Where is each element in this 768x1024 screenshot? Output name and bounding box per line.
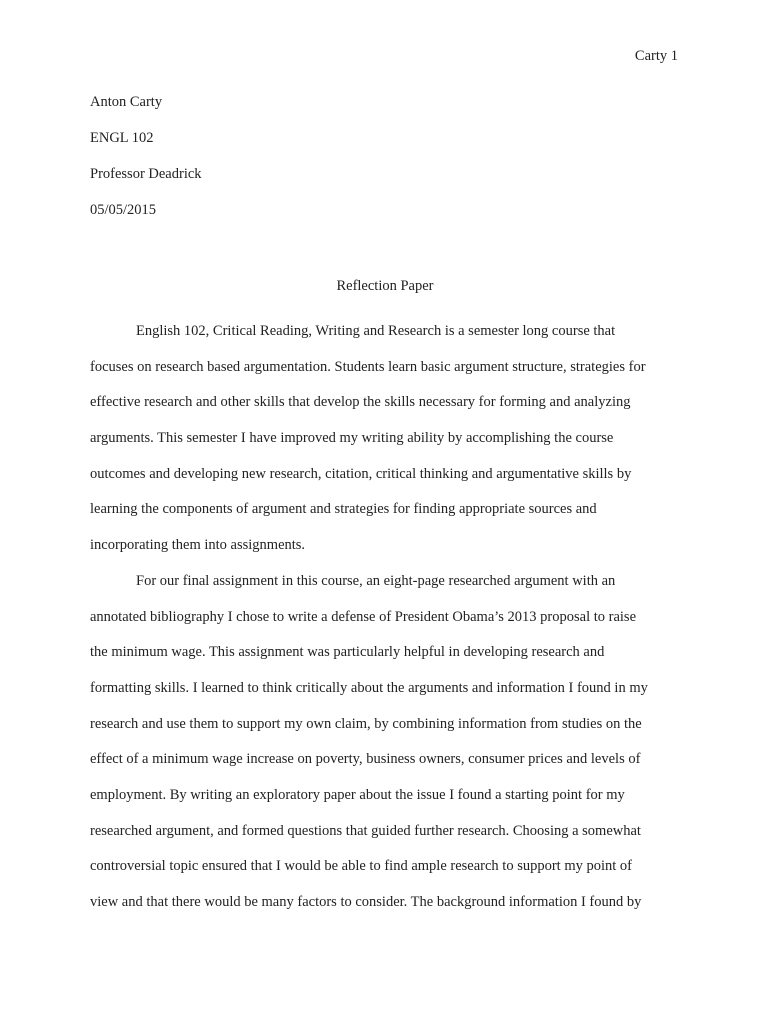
paragraph-line: the minimum wage. This assignment was particularly helpful in developing research and [90,644,605,661]
paragraph-line: learning the components of argument and strategies for finding appropriate sources and [90,501,597,518]
paragraph-line: researched argument, and formed questions that guided further research. Choosing a somewhat [90,822,641,839]
author-name: Anton Carty [90,94,163,110]
paragraph-line: annotated bibliography I chose to write a defense of President Obama’s 2013 proposal to raise [90,608,637,625]
paragraph-line: formatting skills. I learned to think critically about the arguments and information I found in my [90,679,648,696]
paragraph-line: controversial topic ensured that I would be able to find ample research to support my point of [90,858,632,875]
professor-name: Professor Deadrick [90,166,202,182]
mla-heading [90,93,680,237]
paper-title: Reflection Paper [336,278,434,294]
paragraph-line: incorporating them into assignments. [90,537,306,554]
paragraph-line: arguments. This semester I have improved my writing ability by accomplishing the course [90,430,614,447]
paper-body [90,322,680,929]
paragraph-line: effect of a minimum wage increase on poverty, business owners, consumer prices and levels of [90,751,641,768]
paragraph-line: English 102, Critical Reading, Writing and Research is a semester long course that [136,323,616,339]
paper-date: 05/05/2015 [90,202,157,218]
paragraph-line: outcomes and developing new research, citation, critical thinking and argumentative skills by [90,465,632,482]
running-head: Carty 1 [634,48,678,64]
paragraph-line: research and use them to support my own claim, by combining information from studies on the [90,715,642,732]
paragraph-line: For our final assignment in this course, an eight-page researched argument with an [136,572,616,589]
paragraph-line: employment. By writing an exploratory paper about the issue I found a starting point for my [90,786,625,803]
paragraph-line: effective research and other skills that develop the skills necessary for forming and analyzing [90,394,631,411]
paragraph-2 [90,572,680,929]
paragraph-1 [90,322,680,572]
paragraph-line: view and that there would be many factors to consider. The background information I found by [90,894,642,910]
course-name: ENGL 102 [90,130,154,146]
paragraph-line: focuses on research based argumentation. Students learn basic argument structure, strategies for [90,358,646,375]
